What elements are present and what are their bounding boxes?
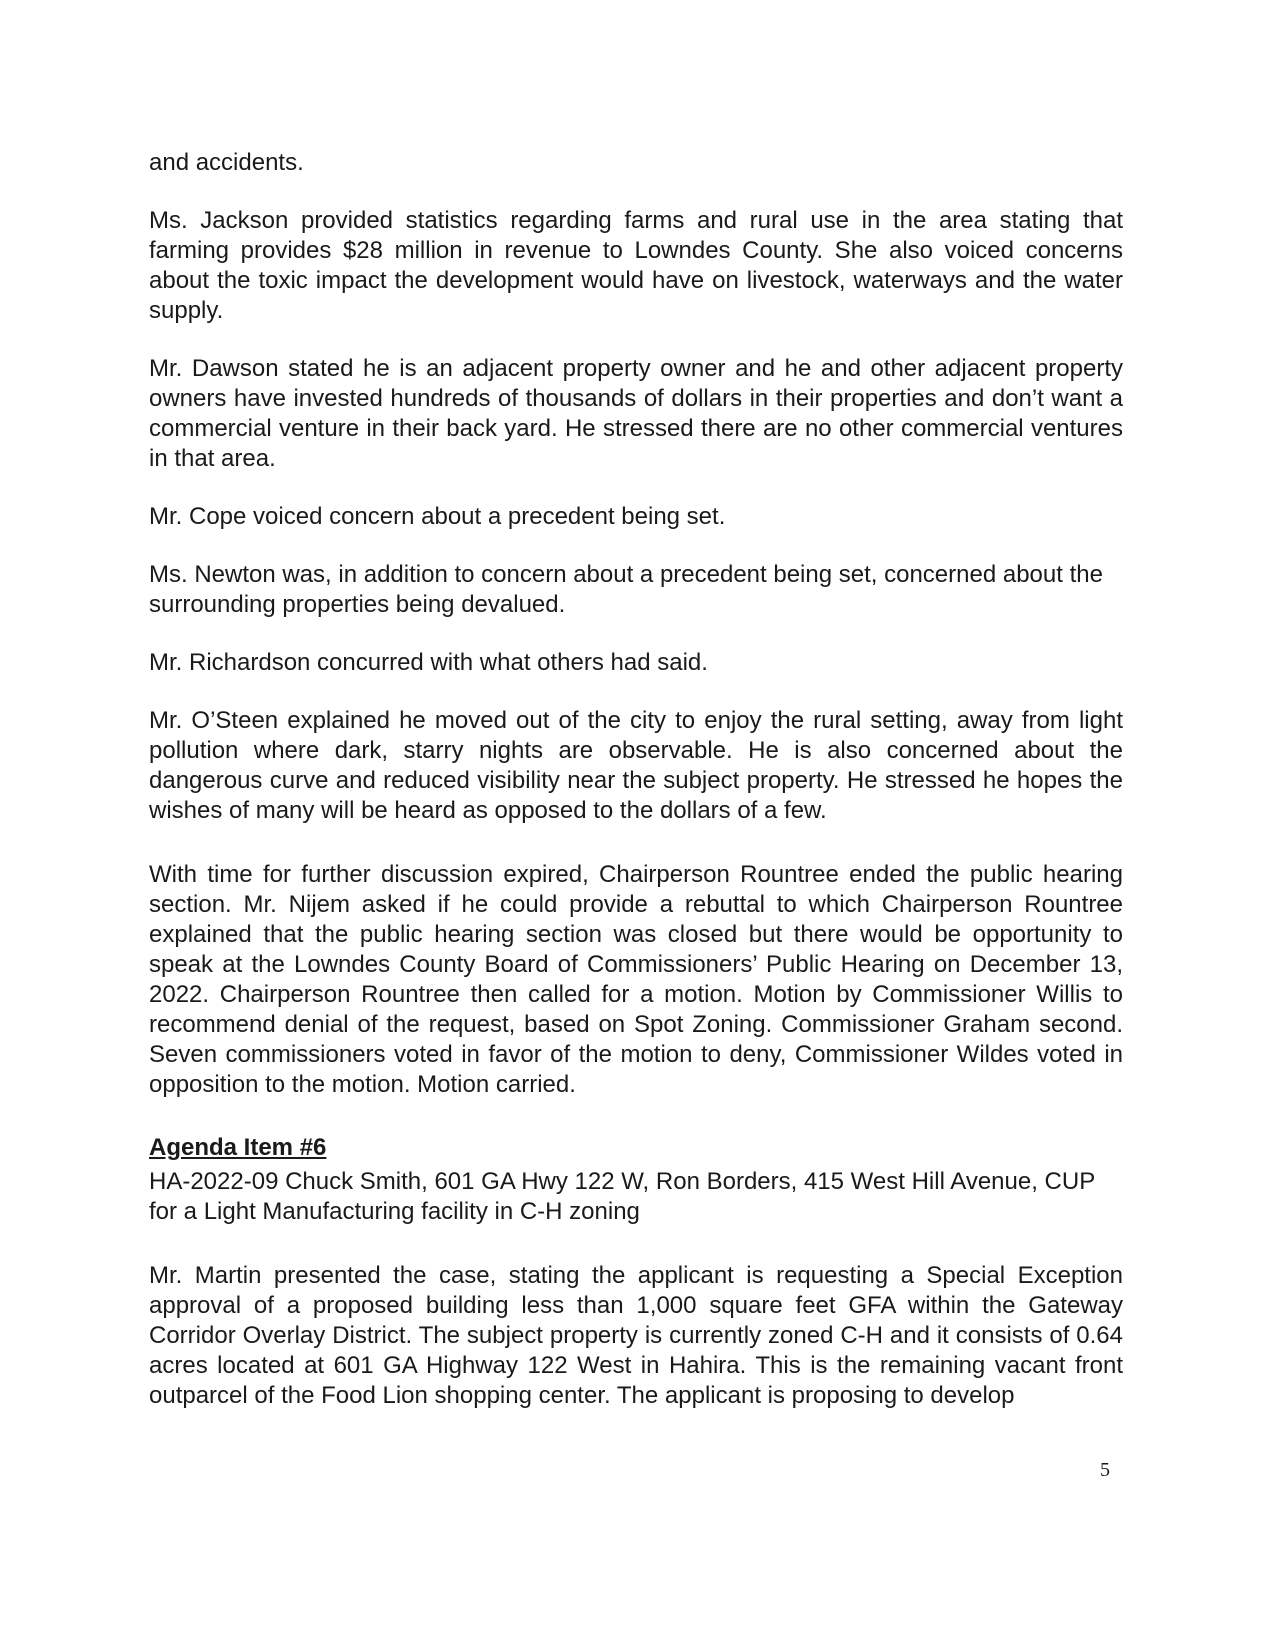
paragraph-cope: Mr. Cope voiced concern about a precedent being set. (149, 503, 726, 530)
paragraph-continuation: and accidents. (149, 149, 304, 176)
paragraph-martin: Mr. Martin presented the case, stating the applicant is requesting a Special Exception approval of a proposed building less than 1,000 square feet GFA within the Gateway Corridor Overlay District. The subject property is currently zoned C-H and it consists of 0.64 acres located at 601 GA Highway 122 West in Hahira. This is the remaining vacant front outparcel of the Food Lion shopping center. The applicant is proposing to develop (149, 1262, 1123, 1409)
paragraph-jackson: Ms. Jackson provided statistics regarding farms and rural use in the area stating that farming provides $28 million in revenue to Lowndes County. She also voiced concerns about the toxic impact the development would have on livestock, waterways and the water supply. (149, 207, 1123, 324)
document-page (149, 148, 1123, 1411)
paragraph-richardson: Mr. Richardson concurred with what others had said. (149, 649, 708, 676)
agenda-item-description: HA-2022-09 Chuck Smith, 601 GA Hwy 122 W, Ron Borders, 415 West Hill Avenue, CUP for a Light Manufacturing facility in C-H zoning (149, 1168, 1095, 1225)
paragraph-osteen: Mr. O’Steen explained he moved out of the city to enjoy the rural setting, away from light pollution where dark, starry nights are observable. He is also concerned about the dangerous curve and reduced visibility near the subject property. He stressed he hopes the wishes of many will be heard as opposed to the dollars of a few. (149, 707, 1123, 824)
agenda-item-heading: Agenda Item #6 (149, 1134, 327, 1161)
paragraph-dawson: Mr. Dawson stated he is an adjacent property owner and he and other adjacent property owners have invested hundreds of thousands of dollars in their properties and don’t want a commercial venture in their back yard. He stressed there are no other commercial ventures in that area. (149, 355, 1123, 472)
page-number: 5 (1100, 1459, 1110, 1481)
paragraph-motion: With time for further discussion expired, Chairperson Rountree ended the public hearing section. Mr. Nijem asked if he could provide a rebuttal to which Chairperson Rountree explained that the public hearing section was closed but there would be opportunity to speak at the Lowndes County Board of Commissioners’ Public Hearing on December 13, 2022. Chairperson Rountree then called for a motion. Motion by Commissioner Willis to recommend denial of the request, based on Spot Zoning. Commissioner Graham second. Seven commissioners voted in favor of the motion to deny, Commissioner Wildes voted in opposition to the motion. Motion carried. (149, 861, 1123, 1098)
paragraph-newton: Ms. Newton was, in addition to concern about a precedent being set, concerned about the surrounding properties being devalued. (149, 561, 1103, 618)
